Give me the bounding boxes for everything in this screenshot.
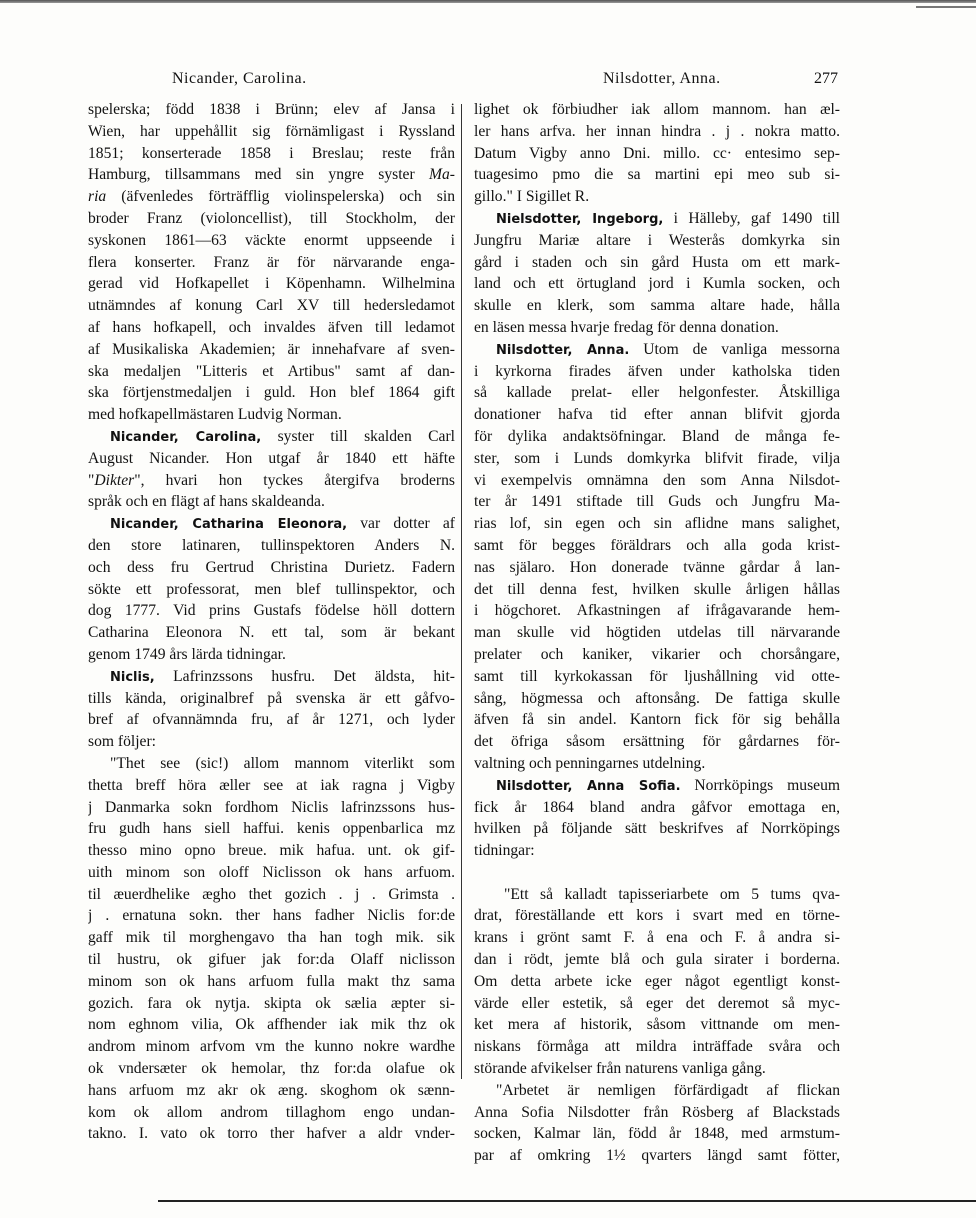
text-line [474, 339, 840, 361]
line-text: sång, högmessa och aftonsång. De fattiga skulle [474, 689, 840, 707]
line-text: dog 1777. Vid prins Gustafs födelse höll dottern [88, 602, 455, 620]
line-text: som följer: [88, 733, 156, 751]
line-text: til æuerdhelike ægho thet gozich . j . Grimsta . [88, 885, 455, 903]
line-text: lighet ok förbiudher iak allom mannom. han æl- [474, 101, 840, 118]
line-text: skulle en klerk, som samma altare hade, hålla [474, 297, 840, 315]
line-text: Hamburg, tillsammans med sin yngre syster [88, 166, 430, 184]
line-text: j Danmarka sokn fordhom Niclis lafrinzssons hus- [88, 798, 455, 816]
line-text: thesso mino opno breue. mik hafua. unt. ok gif- [88, 842, 455, 860]
text-line [474, 426, 840, 448]
text-line [88, 164, 455, 186]
text-line [474, 143, 840, 165]
text-line [88, 862, 455, 884]
text-line [474, 491, 840, 513]
line-text: spelerska; född 1838 i Brünn; elev af Jansa i [88, 101, 455, 118]
text-line [88, 513, 455, 535]
text-line [474, 361, 840, 383]
text-line [88, 382, 455, 404]
line-text: ster, som i Lunds domkyrka blifvit firade, vilja [474, 449, 840, 467]
line-text: niskans förmåga att mildra inträffade svåra och [474, 1038, 840, 1056]
text-line [474, 557, 840, 579]
text-line [88, 993, 455, 1015]
line-text: ter år 1491 stiftade till Guds och Jungfru Ma- [474, 493, 840, 511]
text-line [88, 927, 455, 949]
text-line [88, 557, 455, 579]
line-text: i kyrkorna firades äfven under katholska tiden [474, 362, 840, 380]
line-text: gillo." I Sigillet R. [474, 188, 590, 206]
right-text-column [474, 99, 840, 1167]
line-text: par af omkring 1½ qvarters längd samt fötter, [474, 1147, 840, 1165]
text-line [474, 600, 840, 622]
line-text: kom ok allom androm tillaghom engo undan- [88, 1103, 455, 1121]
line-text: Jungfru Mariæ altare i Westerås domkyrka sin [474, 231, 840, 249]
line-text: sökte ett professorat, men blef tullinspektor, och [88, 580, 455, 598]
italic-text: Ma- [429, 166, 455, 184]
text-line [474, 99, 840, 121]
line-text: äfven få sin andel. Kantorn fick för sig behålla [474, 711, 840, 729]
text-line [88, 361, 455, 383]
line-text: och dess fru Gertrud Christina Durietz. Fadern [88, 558, 455, 576]
line-text: valtning och penningarnes utdelning. [474, 754, 706, 772]
text-line [88, 622, 455, 644]
text-line [88, 470, 455, 492]
text-line [88, 535, 455, 557]
text-line [88, 121, 455, 143]
line-text: donationer hafva tid efter annan blifvit gjorda [474, 406, 840, 424]
text-line [88, 426, 455, 448]
line-text: gaff mik til morghengavo tha han togh mik. sik [88, 929, 455, 947]
text-line [474, 884, 840, 906]
line-text: det öfriga såsom ersättning för gårdarnes för- [474, 733, 840, 751]
line-text: hans arfuom mz akr ok æng. skoghom ok sænn- [88, 1081, 455, 1099]
text-line [474, 666, 840, 688]
line-text: 1851; konserterade 1858 i Breslau; reste från [88, 144, 455, 162]
text-line [474, 1145, 840, 1167]
line-text: til hustru, ok gifuer jak for:da Olaff niclisson [88, 951, 455, 969]
scan-edge-top [0, 0, 976, 3]
text-line [474, 709, 840, 731]
line-text: var dotter af [347, 515, 455, 533]
text-line [88, 230, 455, 252]
italic-text: ria [88, 188, 107, 206]
line-text: ska medaljen "Litteris et Artibus" samt af dan- [88, 362, 455, 380]
text-line [88, 709, 455, 731]
line-text: ler hans arfva. her innan hindra . j . nokra matto. [474, 122, 840, 140]
line-text: språk och en flägt af hans skaldeanda. [88, 493, 325, 511]
text-line [88, 491, 455, 513]
line-text: genom 1749 års lärda tidningar. [88, 645, 286, 663]
line-text: i Hälleby, gaf 1490 till [663, 209, 840, 227]
text-line [88, 971, 455, 993]
text-line [474, 164, 840, 186]
line-text: ok vndersæter ok hemolar, thz for:da olafue ok [88, 1060, 455, 1078]
line-text: af hans hofkapell, och invaldes äfven till ledamot [88, 318, 455, 336]
line-text: gård i staden och sin gård Husta om ett mark- [474, 253, 840, 271]
line-text: man skulle vid högtiden utdelas till närvarande [474, 624, 840, 642]
line-text: det till denna fest, hvilken skulle årligen hållas [474, 580, 840, 598]
line-text: krans i grönt samt F. å ena och F. å andra si- [474, 929, 840, 947]
line-text: samt för begges föräldrars och alla goda krist- [474, 536, 840, 554]
text-line [474, 121, 840, 143]
line-text: gozich. fara ok nytja. skipta ok sælia æpter si- [88, 994, 455, 1012]
text-line [88, 905, 455, 927]
line-text: "Thet see (sic!) allom mannom viterlikt som [110, 754, 455, 772]
text-line [88, 208, 455, 230]
text-line [88, 448, 455, 470]
line-text: August Nicander. Hon utgaf år 1840 ett häfte [88, 449, 455, 467]
text-line [474, 1058, 840, 1080]
text-line [474, 1036, 840, 1058]
line-text: Catharina Eleonora N. ett tal, som är bekant [88, 624, 455, 642]
text-line [474, 273, 840, 295]
line-text: Datum Vigby anno Dni. millo. cc· entesimo sep- [474, 144, 840, 162]
line-text: af Musikaliska Akademien; är innehafvare af sven- [88, 340, 455, 358]
text-line [88, 317, 455, 339]
text-line [88, 731, 455, 753]
text-line [474, 644, 840, 666]
text-line [474, 775, 840, 797]
text-line [474, 993, 840, 1015]
text-line [474, 448, 840, 470]
line-text: störande afvikelser från naturens vanliga gång. [474, 1060, 766, 1078]
text-line [474, 1080, 840, 1102]
text-line [474, 579, 840, 601]
line-text: flera konserter. Franz är för närvarande enga- [88, 253, 455, 271]
text-line [88, 252, 455, 274]
line-text: Utom de vanliga messorna [629, 340, 840, 358]
text-line [474, 840, 840, 862]
line-text: Om detta arbete icke eger något egentligt konst- [474, 972, 840, 990]
text-line [88, 99, 455, 121]
text-line [474, 295, 840, 317]
column-divider [461, 104, 462, 1079]
line-text: bref af ofvannämnda fru, af år 1271, och lyder [88, 711, 455, 729]
line-text: nom eghnom vilia, Ok affhender iak mik thz ok [88, 1016, 455, 1034]
line-text: ", hvari hon tyckes återgifva broderns [134, 471, 455, 489]
text-line [474, 862, 840, 884]
line-text: den store latinaren, tullinspektoren Anders N. [88, 536, 455, 554]
line-text: drat, föreställande ett kors i svart med en törne- [474, 907, 840, 925]
line-text: Lafrinzssons husfru. Det äldsta, hit- [154, 667, 455, 685]
text-line [474, 1123, 840, 1145]
entry-headword: Nicander, Catharina Eleonora, [110, 517, 348, 533]
line-text: socken, Kalmar län, född år 1848, med armstum- [474, 1125, 840, 1143]
line-text: tuagesimo pmo die sa martini epi meo sub si- [474, 166, 840, 184]
text-line [474, 818, 840, 840]
entry-headword: Nicander, Carolina, [110, 429, 262, 445]
text-line [88, 949, 455, 971]
text-line [474, 230, 840, 252]
text-line [474, 186, 840, 208]
line-text: Anna Sofia Nilsdotter från Rösberg af Blackstads [474, 1103, 840, 1121]
line-text: takno. I. vato ok torro ther hafver a aldr vnder- [88, 1125, 455, 1143]
text-line [474, 797, 840, 819]
line-text: hvilken på följande sätt beskrifves af Norrköpings [474, 820, 840, 838]
line-text: prelater och kaniker, vikarier och chorsångare, [474, 645, 840, 663]
text-line [474, 535, 840, 557]
scan-edge-bottom [158, 1200, 976, 1202]
text-line [88, 775, 455, 797]
line-text: broder Franz (violoncellist), till Stockholm, der [88, 209, 455, 227]
line-text: androm minom arfvom vm the kunno nokre wardhe [88, 1038, 455, 1056]
line-text: thetta breff höra æller see at iak ragna j Vigby [88, 776, 455, 794]
line-text: ket mera af historik, såsom vittnande om men- [474, 1016, 840, 1034]
text-line [474, 404, 840, 426]
entry-headword: Nielsdotter, Ingeborg, [496, 211, 664, 227]
line-text: gerad vid Hofkapellet i Köpenhamn. Wilhelmina [88, 275, 455, 293]
line-text: tills kända, originalbref på svenska är ett gåfvo- [88, 689, 455, 707]
text-line [474, 513, 840, 535]
line-text: med hofkapellmästaren Ludvig Norman. [88, 406, 342, 424]
line-text: fick år 1864 bland andra gåfvor emottaga en, [474, 798, 840, 816]
italic-text: Dikter [94, 471, 135, 489]
text-line [474, 1014, 840, 1036]
page-number: 277 [814, 70, 838, 87]
line-text: minom son ok hans arfuom fulla makt thz sama [88, 972, 455, 990]
line-text: fru gudh hans siell haffui. kenis oppenbarlica mz [88, 820, 455, 838]
line-text: utnämndes af konung Carl XV till hedersledamot [88, 297, 455, 315]
text-line [88, 339, 455, 361]
line-text: Norrköpings museum [680, 776, 840, 794]
line-text: för dylika andaktsöfningar. Bland de många fe- [474, 427, 840, 445]
line-text: nas själaro. Hon donerade tvänne gårdar å lan- [474, 558, 840, 576]
line-text: "Ett så kalladt tapisseriarbete om 5 tums qva- [504, 885, 840, 903]
text-line [474, 905, 840, 927]
text-line [474, 927, 840, 949]
text-line [474, 208, 840, 230]
text-line [88, 600, 455, 622]
line-text: "Arbetet är nemligen förfärdigadt af flickan [496, 1081, 840, 1099]
text-line [474, 688, 840, 710]
text-line [474, 252, 840, 274]
text-line [88, 1080, 455, 1102]
text-line [88, 1036, 455, 1058]
line-text: tidningar: [474, 842, 535, 860]
text-line [88, 1102, 455, 1124]
line-text: samt till kyrkokassan för ljushållning vid otte- [474, 667, 840, 685]
text-line [88, 295, 455, 317]
text-line [474, 1102, 840, 1124]
running-header-right: Nilsdotter, Anna. [603, 70, 721, 87]
text-line [474, 949, 840, 971]
scan-edge-mark [916, 6, 976, 8]
entry-headword: Nilsdotter, Anna Sofia. [496, 778, 681, 794]
line-text: ska förtjenstmedaljen i guld. Hon blef 1864 gift [88, 384, 455, 402]
line-text: en läsen messa hvarje fredag för denna donation. [474, 318, 779, 336]
text-line [88, 797, 455, 819]
text-line [88, 818, 455, 840]
line-text: " [88, 471, 95, 489]
line-text: värde eller estetik, så eger det deremot så myc- [474, 994, 840, 1012]
text-line [88, 666, 455, 688]
text-line [88, 884, 455, 906]
text-line [88, 753, 455, 775]
text-line [474, 971, 840, 993]
text-line [88, 273, 455, 295]
text-line [88, 404, 455, 426]
line-text: rias lof, sin egen och sin aflidne mans salighet, [474, 515, 840, 533]
text-line [88, 186, 455, 208]
line-text: i högchoret. Afkastningen af ifrågavarande hem- [474, 602, 840, 620]
text-line [474, 470, 840, 492]
text-line [474, 382, 840, 404]
text-line [88, 644, 455, 666]
line-text: vi exempelvis omnämna den som Anna Nilsdot- [474, 471, 840, 489]
line-text: j . ernatuna sokn. ther hans fadher Niclis for:de [88, 907, 455, 925]
entry-headword: Niclis, [110, 669, 155, 685]
text-line [474, 317, 840, 339]
line-text: dan i rödt, jemte blå och gula sirater i borderna. [474, 951, 840, 969]
text-line [474, 622, 840, 644]
text-line [88, 1014, 455, 1036]
line-text: Wien, har uppehållit sig förnämligast i Ryssland [88, 122, 455, 140]
text-line [88, 579, 455, 601]
line-text: land och ett örtugland jord i Kumla socken, och [474, 275, 840, 293]
text-line [474, 731, 840, 753]
line-text: (äfvenledes förträfflig violinspelerska) och sin [106, 188, 455, 206]
text-line [474, 753, 840, 775]
running-header-left: Nicander, Carolina. [172, 70, 307, 87]
line-text: så kallade prelat- eller helgonfester. Åtskilliga [474, 384, 840, 402]
line-text: uith minom son oloff Niclisson ok hans arfuom. [88, 863, 455, 881]
text-line [88, 840, 455, 862]
text-line [88, 143, 455, 165]
text-line [88, 1058, 455, 1080]
line-text: syster till skalden Carl [261, 427, 455, 445]
text-line [88, 688, 455, 710]
entry-headword: Nilsdotter, Anna. [496, 342, 630, 358]
left-text-column [88, 99, 455, 1145]
line-text: syskonen 1861—63 väckte enormt uppseende i [88, 231, 455, 249]
text-line [88, 1123, 455, 1145]
